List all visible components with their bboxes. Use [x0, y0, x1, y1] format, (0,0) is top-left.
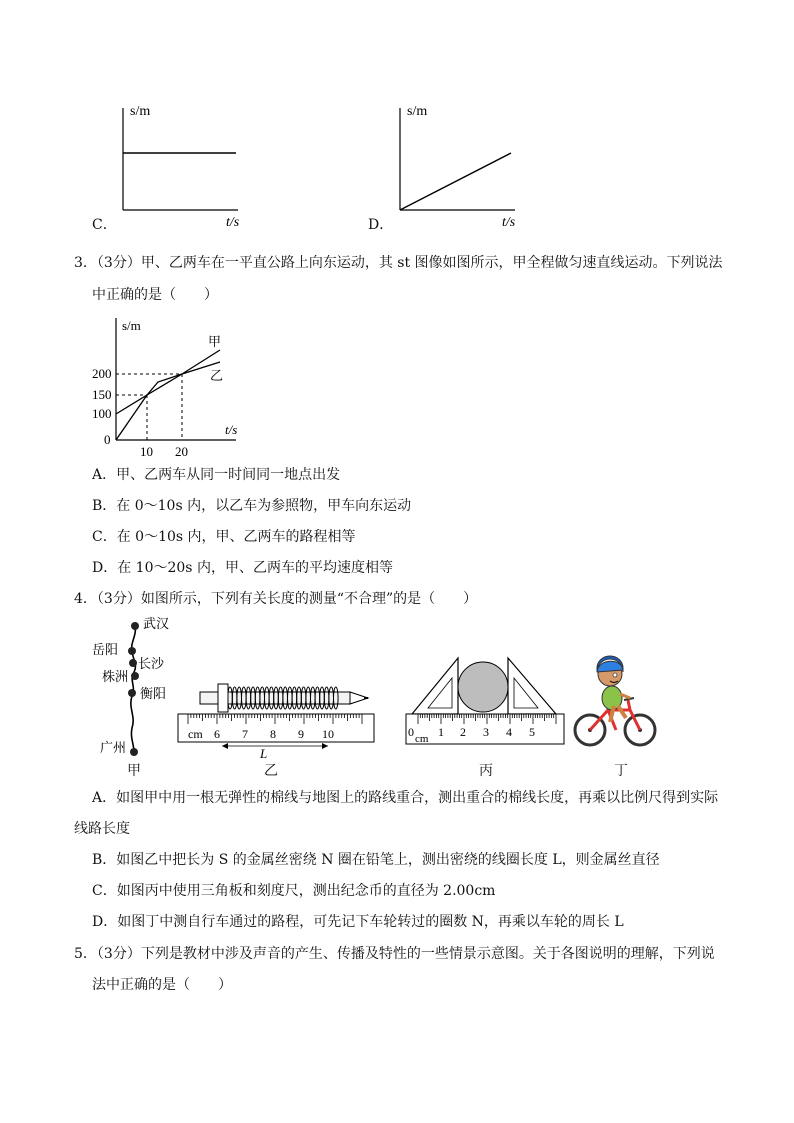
option-d-xlabel: t/s	[502, 215, 516, 230]
option-d-line	[400, 153, 511, 210]
q4-fig-yi	[176, 680, 376, 760]
option-c-ylabel: s/m	[130, 104, 151, 119]
q3-stem-line2: 中正确的是（ ）	[92, 287, 218, 303]
q4-option-c: C．如图丙中使用三角板和刻度尺，测出纪念币的直径为 2.00cm	[92, 883, 496, 899]
option-d-label: D．	[368, 217, 394, 233]
q4-city-wuhan: 武汉	[143, 616, 170, 631]
q3-st-svg	[90, 312, 260, 460]
q5-stem-line2: 法中正确的是（ ）	[92, 977, 232, 993]
q4-ruler-yi-tick: 8	[270, 727, 276, 741]
q4-fig-label-yi: 乙	[264, 763, 278, 779]
q3-xlabel: t/s	[225, 422, 238, 437]
q4-city-dot	[128, 689, 136, 697]
q4-fig-ding	[570, 650, 660, 750]
q4-ruler-bing-tick: 4	[506, 725, 512, 739]
q3-series-yi	[116, 362, 220, 414]
q4-city-changsha: 长沙	[138, 656, 165, 671]
q4-ruler-yi	[178, 714, 374, 742]
q3-option-c: C．在 0～10s 内，甲、乙两车的路程相等	[92, 529, 356, 545]
q3-label-yi: 乙	[210, 368, 224, 383]
q4-fig-label-ding: 丁	[614, 763, 628, 779]
q4-city-dot	[131, 622, 139, 630]
q4-city-yueyang: 岳阳	[92, 642, 119, 657]
q4-ruler-yi-unit: cm	[188, 727, 203, 741]
q5-stem-line1: 5．（3分）下列是教材中涉及声音的产生、传播及特性的一些情景示意图。关于各图说明的理解，下列说	[74, 946, 715, 962]
q4-city-hengyang: 衡阳	[140, 686, 167, 701]
cyclist-icon	[570, 650, 660, 750]
q4-right-triangle	[508, 658, 556, 714]
q4-ruler-bing-tick: 5	[529, 725, 535, 739]
q3-label-jia: 甲	[208, 334, 222, 349]
q4-ruler-bing-tick: 3	[483, 725, 489, 739]
q4-ruler-bing-unit: cm	[415, 733, 429, 745]
option-d-ylabel: s/m	[407, 104, 428, 119]
q4-city-dot	[130, 748, 138, 756]
q3-stem-line1: 3．（3分）甲、乙两车在一平直公路上向东运动，其 st 图像如图所示，甲全程做匀速直线运动。下列说法	[74, 255, 723, 271]
q4-ruler-yi-tick: 9	[298, 727, 304, 741]
q4-ruler-yi-tick: 10	[322, 727, 334, 741]
q4-city-dot	[128, 647, 136, 655]
q4-city-dot	[129, 659, 137, 667]
q4-fig-bing	[404, 632, 568, 750]
q4-city-dot	[131, 672, 139, 680]
q4-fig-jia	[92, 612, 182, 772]
q4-l-marker: L	[260, 746, 268, 760]
q3-ytick-200: 200	[92, 366, 112, 381]
q4-option-d: D．如图丁中测自行车通过的路程，可先记下车轮转过的圈数 N，再乘以车轮的周长 L	[92, 914, 624, 930]
q4-ruler-bing-tick: 2	[460, 725, 466, 739]
q3-option-b: B．在 0～10s 内，以乙车为参照物，甲车向东运动	[92, 498, 412, 514]
q4-option-a-line2: 线路长度	[74, 821, 130, 837]
q4-city-zhuzhou: 株洲	[102, 669, 129, 684]
q3-ylabel: s/m	[122, 318, 141, 333]
q3-ytick-0: 0	[104, 432, 111, 447]
q4-ruler-yi-tick: 6	[214, 727, 220, 741]
q4-left-triangle	[412, 658, 458, 714]
q4-option-a-line1: A．如图甲中用一根无弹性的棉线与地图上的路线重合，测出重合的棉线长度，再乘以比例尺得到实际	[92, 790, 719, 806]
q4-fig-label-bing: 丙	[479, 763, 493, 779]
q4-map-svg	[92, 612, 182, 772]
q4-route-line	[131, 626, 136, 752]
option-c-xlabel: t/s	[226, 215, 240, 230]
q4-city-guangzhou: 广州	[100, 740, 127, 755]
q4-ruler-bing-tick: 1	[438, 725, 444, 739]
q4-ruler-yi-tick: 7	[242, 727, 248, 741]
q3-option-d: D．在 10～20s 内，甲、乙两车的平均速度相等	[92, 560, 393, 576]
q4-stem: 4．（3分）如图所示，下列有关长度的测量“不合理”的是（ ）	[74, 591, 478, 607]
q4-fig-label-jia: 甲	[127, 763, 141, 779]
q3-option-a: A．甲、乙两车从同一时间同一地点出发	[92, 467, 341, 483]
q3-xtick-10: 10	[140, 444, 153, 459]
q4-ruler-bing-zero: 0	[408, 725, 414, 739]
q4-coin	[458, 662, 508, 712]
q3-st-graph	[90, 312, 260, 460]
q3-xtick-20: 20	[175, 444, 188, 459]
option-c-label: C．	[92, 217, 117, 233]
q4-coin-svg	[404, 632, 568, 750]
q4-option-b: B．如图乙中把长为 S 的金属丝密绕 N 圈在铅笔上，测出密绕的线圈长度 L，则金属丝直径	[92, 852, 660, 868]
q3-series-jia	[116, 350, 220, 440]
q3-ytick-100: 100	[92, 406, 112, 421]
q4-coil-svg	[176, 680, 376, 760]
q3-ytick-150: 150	[92, 387, 112, 402]
